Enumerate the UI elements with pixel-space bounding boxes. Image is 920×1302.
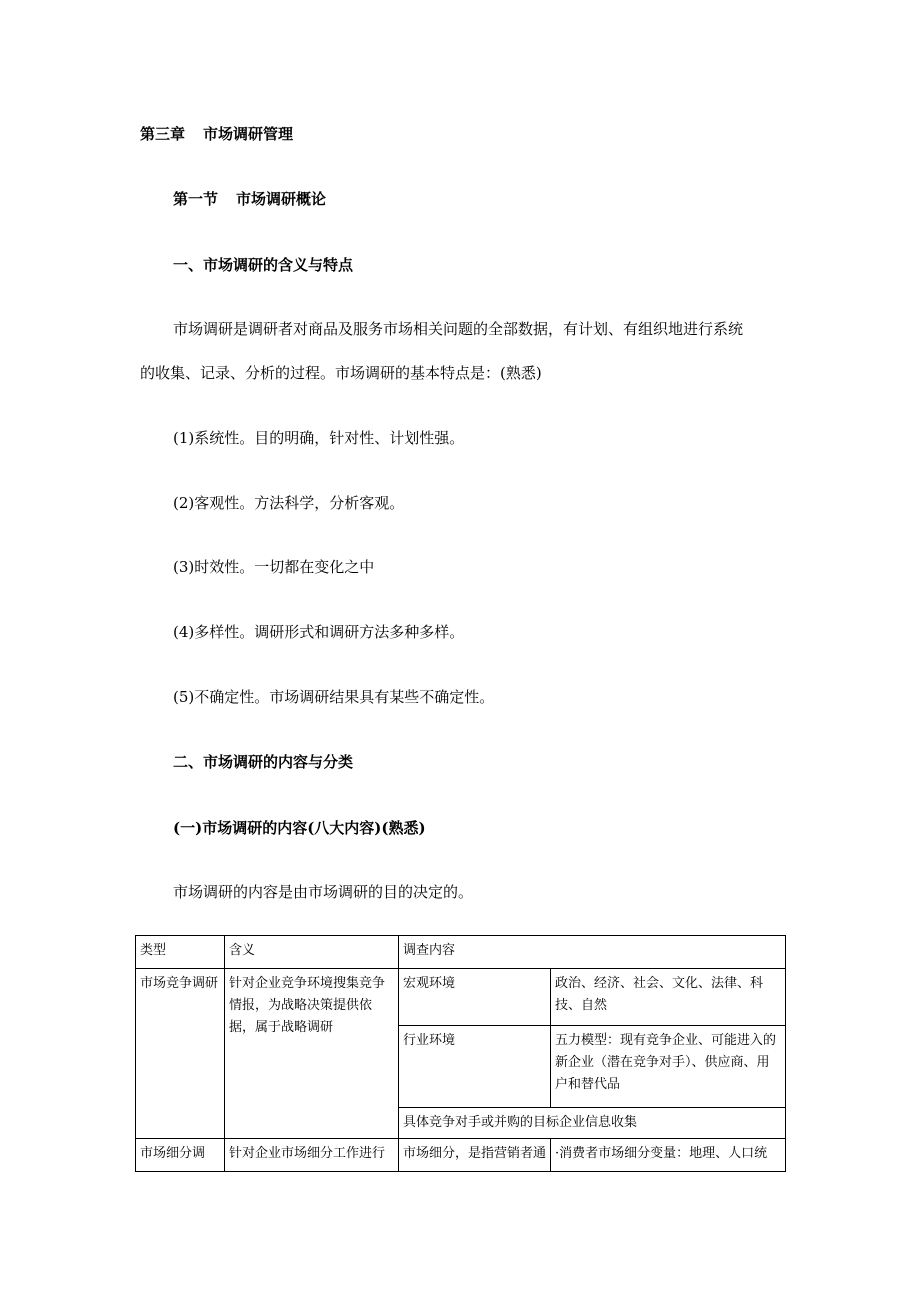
chapter-heading (140, 124, 293, 144)
paragraph-definition-line-2: 的收集、记录、分析的过程。市场调研的基本特点是：(熟悉) (140, 364, 542, 382)
feature-item-diversity: (4)多样性。调研形式和调研方法多种多样。 (173, 623, 465, 641)
cell-industry-detail: 五力模型：现有竞争企业、可能进入的新企业（潜在竞争对手）、供应商、用户和替代品 (551, 1026, 786, 1108)
header-cell-content: 调查内容 (399, 936, 786, 969)
cell-segmentation-type: 市场细分调 (136, 1139, 225, 1172)
cell-specific-competitor: 具体竞争对手或并购的目标企业信息收集 (399, 1108, 786, 1139)
cell-macro-detail: 政治、经济、社会、文化、法律、科技、自然 (551, 969, 786, 1026)
cell-competition-type: 市场竞争调研 (136, 969, 225, 1139)
heading-meaning-and-features: 一、市场调研的含义与特点 (173, 256, 354, 274)
cell-macro-label: 宏观环境 (399, 969, 551, 1026)
section-heading (173, 189, 326, 209)
cell-competition-meaning: 针对企业竞争环境搜集竞争情报，为战略决策提供依据，属于战略调研 (225, 969, 399, 1139)
chapter-number: 第三章 (140, 125, 186, 143)
feature-item-systematic: (1)系统性。目的明确，针对性、计划性强。 (173, 429, 465, 447)
feature-item-objective: (2)客观性。方法科学，分析客观。 (173, 494, 405, 512)
table-header-row (136, 936, 786, 969)
header-cell-meaning: 含义 (225, 936, 399, 969)
paragraph-content-purpose: 市场调研的内容是由市场调研的目的决定的。 (173, 883, 474, 901)
cell-segmentation-label: 市场细分，是指营销者通 (399, 1139, 551, 1172)
header-cell-type: 类型 (136, 936, 225, 969)
cell-segmentation-meaning: 针对企业市场细分工作进行 (225, 1139, 399, 1172)
heading-research-content: (一)市场调研的内容(八大内容)(熟悉) (173, 819, 426, 837)
feature-item-timeliness: (3)时效性。一切都在变化之中 (173, 558, 375, 576)
section-title: 市场调研概论 (236, 190, 327, 208)
paragraph-definition-line-1: 市场调研是调研者对商品及服务市场相关问题的全部数据，有计划、有组织地进行系统 (173, 320, 744, 338)
feature-item-uncertainty: (5)不确定性。市场调研结果具有某些不确定性。 (173, 688, 495, 706)
research-content-table (135, 935, 786, 1172)
cell-industry-label: 行业环境 (399, 1026, 551, 1108)
cell-segmentation-detail: ·消费者市场细分变量：地理、人口统 (551, 1139, 786, 1172)
chapter-title: 市场调研管理 (203, 125, 294, 143)
heading-content-and-classification: 二、市场调研的内容与分类 (173, 753, 354, 771)
table-row (136, 1139, 786, 1172)
section-number: 第一节 (173, 190, 219, 208)
table-row (136, 969, 786, 1026)
